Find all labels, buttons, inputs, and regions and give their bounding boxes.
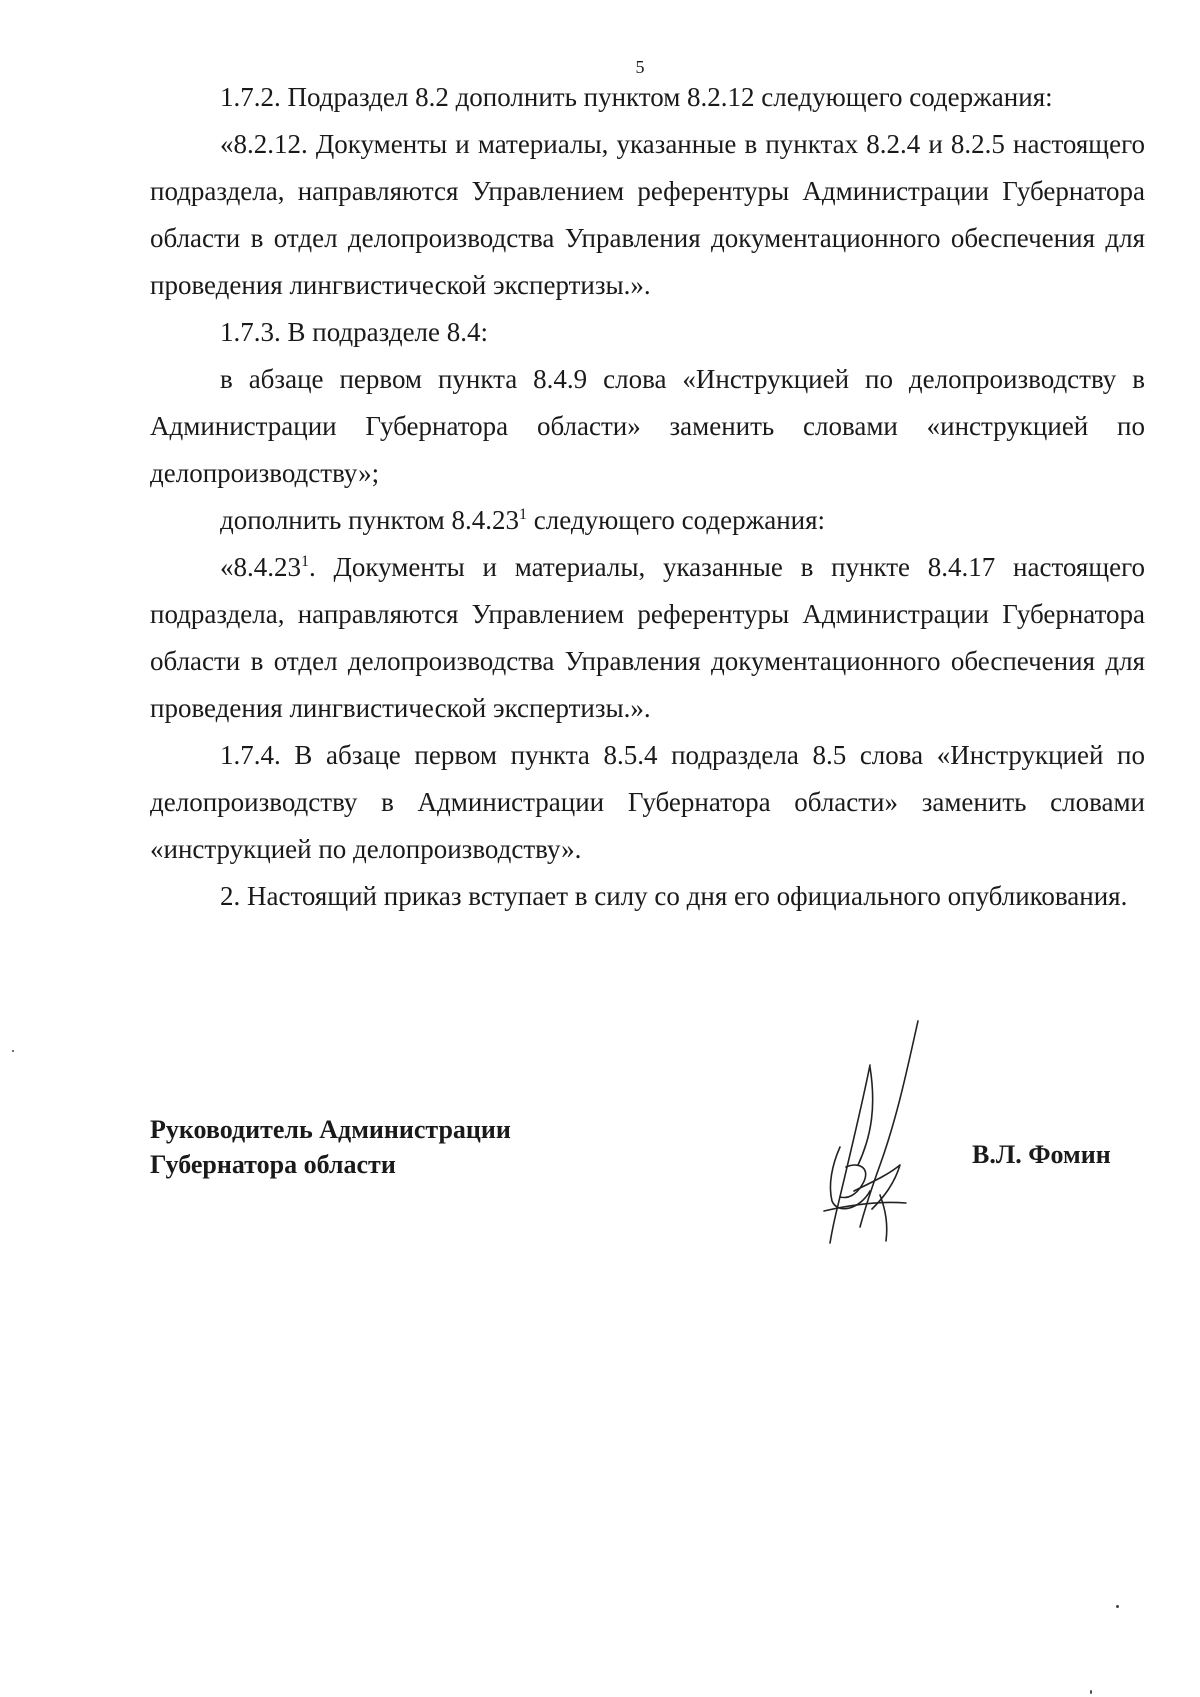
paragraph-8-4-23-start: «8.4.23 [220, 552, 301, 582]
page-number: 5 [635, 57, 645, 77]
signatory-position-line-1: Руководитель Администрации [150, 1115, 511, 1144]
paragraph-add-8-4-23-text: дополнить пунктом 8.4.23 [220, 505, 519, 535]
signatory-position [150, 1112, 511, 1182]
scan-speck [1116, 1605, 1119, 1608]
scan-speck [12, 1050, 14, 1052]
document-body [150, 74, 1145, 920]
paragraph-8-4-9: в абзаце первом пункта 8.4.9 слова «Инструкцией по делопроизводству в Администрации Губернатора области» заменить словами «инструкцией по делопроизводству»; [150, 364, 1145, 488]
handwritten-signature [810, 1015, 940, 1245]
signatory-position-line-2: Губернатора области [150, 1150, 396, 1179]
paragraph-8-2-12: «8.2.12. Документы и материалы, указанные в пунктах 8.2.4 и 8.2.5 настоящего подраздела, направляются Управлением референтуры Администрации Губернатора области в отдел делопроизводства Управления документационного обеспечения для проведения лингвистической экспертизы.». [150, 129, 1145, 300]
paragraph-1-7-2: 1.7.2. Подраздел 8.2 дополнить пунктом 8.2.12 следующего содержания: [220, 82, 1053, 112]
paragraph-add-8-4-23-tail: следующего содержания: [527, 505, 826, 535]
paragraph-add-8-4-23 [150, 497, 1145, 544]
superscript-mark: 1 [519, 506, 527, 523]
paragraph-2: 2. Настоящий приказ вступает в силу со дня его официального опубликования. [220, 881, 1128, 911]
signatory-name: В.Л. Фомин [972, 1140, 1111, 1169]
paragraph-1-7-3: 1.7.3. В подразделе 8.4: [220, 317, 489, 347]
superscript-mark: 1 [301, 553, 309, 570]
paragraph-8-4-23-text: . Документы и материалы, указанные в пункте 8.4.17 настоящего подраздела, направляются Управлением референтуры Администрации Губернатора области в отдел делопроизводства Управления документационного обеспечения для проведения лингвистической экспертизы.». [150, 552, 1145, 723]
paragraph-1-7-4: 1.7.4. В абзаце первом пункта 8.5.4 подраздела 8.5 слова «Инструкцией по делопроизводству в Администрации Губернатора области» заменить словами «инструкцией по делопроизводству». [150, 740, 1145, 864]
scan-speck [1090, 1690, 1092, 1694]
paragraph-8-4-23 [150, 544, 1145, 732]
